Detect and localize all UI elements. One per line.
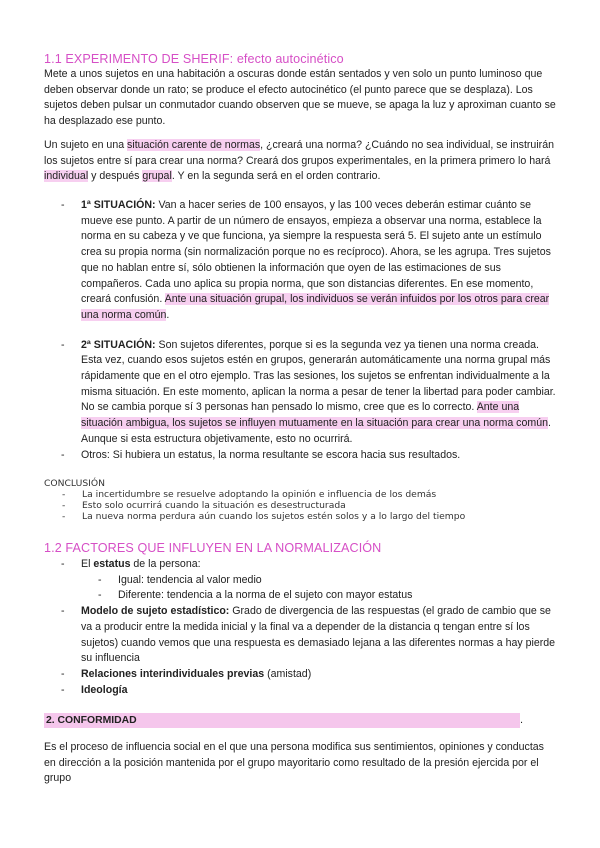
conclusion-item: - La incertidumbre se resuelve adoptando la opinión e influencia de los demás [44, 489, 558, 500]
highlight-grupal: grupal [142, 170, 172, 183]
estatus-igual: - Igual: tendencia al valor medio [81, 573, 558, 589]
otros-item: - Otros: Si hubiera un estatus, la norma resultante se escora hacia sus resultados. [44, 448, 558, 464]
situations-list [44, 198, 558, 463]
situation-1-highlight: Ante una situación grupal, los individuos se verán infuidos por los otros para crear una norma común [81, 293, 550, 321]
text-run: . [166, 308, 170, 321]
situation-2-end: . Aunque si esta estructura objetivamente, esto no ocurrirá. [81, 417, 551, 445]
situation-1-item [44, 198, 558, 324]
conclusion-label: CONCLUSIÓN [44, 478, 105, 489]
conclusion-item: - Esto solo ocurrirá cuando la situación es desestructurada [44, 500, 558, 511]
factor-estatus [44, 557, 558, 604]
section-heading-2-bar [44, 713, 520, 728]
situation-2-item [44, 338, 558, 448]
conclusion-block [44, 478, 558, 522]
text-run: de la persona: [130, 558, 201, 570]
text-run: Un sujeto en una [44, 139, 128, 151]
conclusion-item: - La nueva norma perdura aún cuando los sujetos estén solos y a lo largo del tiempo [44, 511, 558, 522]
situation-2-label: 2ª SITUACIÓN: [81, 338, 156, 351]
factor-modelo [44, 604, 558, 667]
factor-modelo-text: Grado de divergencia de las respuestas (el grado de cambio que se va a producir entre la medida inicial y la final va a depender de la distancia q tengan entre sí los sujetos) cuando vemos que una respuesta es demasiado lejana a las diferentes normas a hay pierde su influencia [81, 605, 556, 665]
conformidad-definition: Es el proceso de influencia social en el que una persona modifica sus sentimientos, opiniones y conductas en dirección a la posición mantenida por el grupo mayoritario como resultado de la presión ejercida por el grupo [44, 741, 544, 785]
section-heading-1-1: 1.1 EXPERIMENTO DE SHERIF: efecto autocinético [44, 52, 344, 66]
situation-2-highlight: Ante una situación ambigua, los sujetos se influyen mutuamente en la situación para crear una norma común [81, 401, 548, 430]
factor-ideologia-label: Ideología [81, 683, 128, 696]
situation-1-label: 1ª SITUACIÓN: [81, 199, 156, 211]
highlight-situacion-carente: situación carente de normas [127, 139, 261, 151]
section-heading-2: 2. CONFORMIDAD [46, 715, 137, 726]
text-run: , ¿creará una norma? ¿Cuándo no sea individual, se instruirán los sujetos entre sí para crear una norma? Creará dos grupos experimentales, en la primera primero lo hará [44, 139, 554, 167]
conclusion-list [44, 489, 558, 522]
section-heading-1-2: 1.2 FACTORES QUE INFLUYEN EN LA NORMALIZACIÓN [44, 541, 382, 555]
situation-2-text: Son sujetos diferentes, porque si es la segunda vez ya tienen una norma creada. Esta vez, cuando esos sujetos estén en grupos, generarán automáticamente una norma grupal más rápidamente que en el otro ejemplo. Tras las sesiones, los sujetos se enfrentan individualmente a la misma situación. En este momento, aplican la norma a pesar de tener la libertad para poder cambiar. No se cambia porque sí 3 personas han pensado lo mismo, cree que es lo correcto. [81, 338, 556, 414]
factor-estatus-label: estatus [93, 558, 131, 570]
estatus-sublist [81, 573, 558, 604]
factor-relaciones-label: Relaciones interindividuales previas [81, 667, 265, 680]
factor-modelo-label: Modelo de sujeto estadístico: [81, 605, 230, 618]
section-heading-2-trail: . [520, 714, 524, 726]
text-run: . Y en la segunda será en el orden contrario. [171, 170, 381, 183]
experiment-intro-paragraph: Mete a unos sujetos en una habitación a oscuras donde están sentados y ven solo un punto luminoso que deben observar donde un rato; se produce el efecto autocinético (el punto parece que se desplaza). Los sujetos deben pulsar un conmutador cuando observen que se mueve, se apaga la luz y aproximan cuanto se ha desplazado ese punto. [44, 68, 556, 128]
text-run: y después [88, 170, 143, 183]
research-question-paragraph [44, 138, 558, 185]
factor-relaciones-text: (amistad) [264, 667, 312, 680]
situation-1-text: Van a hacer series de 100 ensayos, y las 100 veces deberán estimar cuánto se mueve ese punto. A partir de un número de ensayos, empieza a observar una norma, establece la norma en su cabeza y ve que funciona, ya siempre la respuesta será 5. El sujeto ante un estímulo crea su propia norma (sin normalización porque no es recíproco). Ahora, se les agrupa. Tres sujetos que no hablan entre sí, sólo obtienen la información que oyen de las estimaciones de sus compañeros. Cada uno aplica su propia norma, que son distancias diferentes. En ese momento, creará confusión. [81, 199, 551, 306]
text-run: El [81, 558, 94, 570]
factor-relaciones [44, 667, 558, 683]
highlight-individual: individual [44, 170, 89, 183]
estatus-diferente: - Diferente: tendencia a la norma de el sujeto con mayor estatus [81, 588, 558, 604]
factor-ideologia [44, 683, 558, 699]
factors-list [44, 557, 558, 698]
